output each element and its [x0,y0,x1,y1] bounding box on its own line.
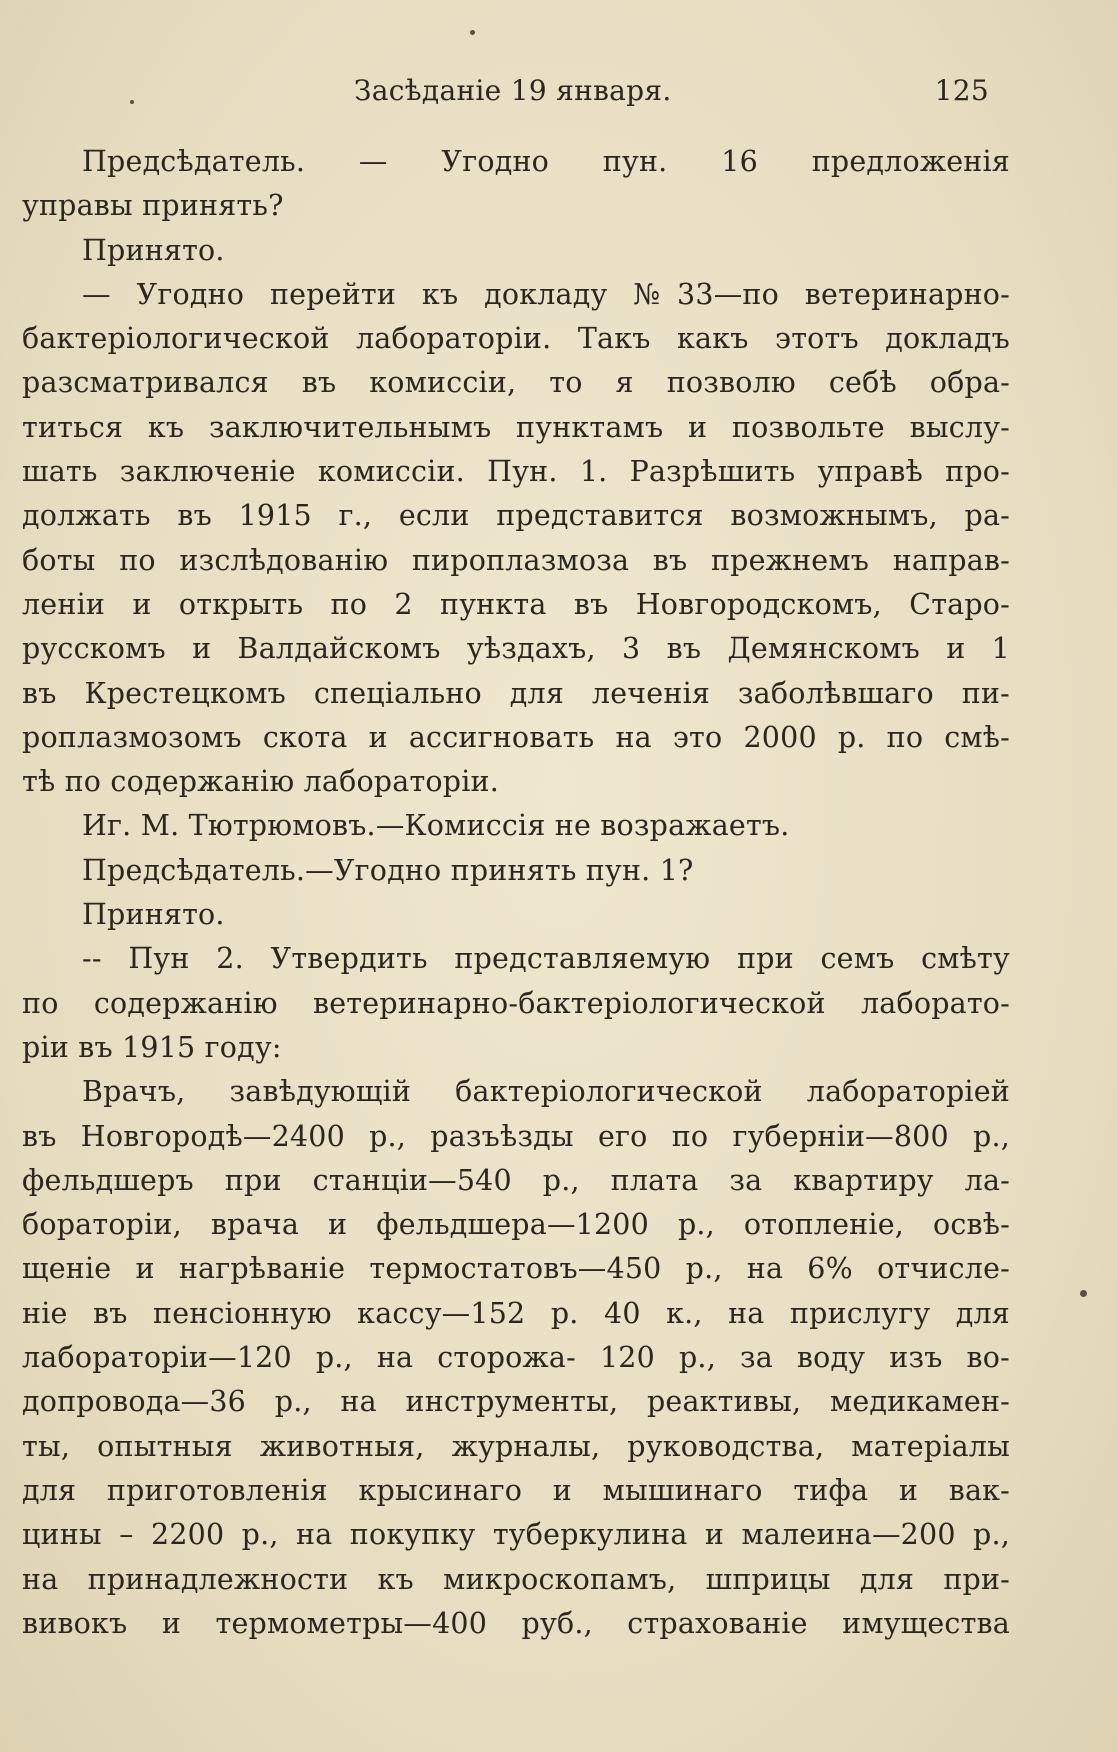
text-line: Врачъ, завѣдующій бактеріологической лабораторіей [82,1075,1010,1109]
text-line: щеніе и нагрѣваніе термостатовъ—450 р., на 6% отчисле- [22,1252,1010,1286]
text-line: разсматривался въ комиссіи, то я позволю себѣ обра- [22,366,1010,400]
ink-speck [1080,1290,1087,1297]
text-line: управы принять? [22,189,284,223]
text-line: вивокъ и термометры—400 руб., страхованіе имущества [22,1606,1010,1640]
text-line: титься къ заключительнымъ пунктамъ и позвольте выслу- [22,410,1010,444]
text-line: ты, опытныя животныя, журналы, руководства, матеріалы [22,1429,1010,1463]
text-line: цины – 2200 р., на покупку туберкулина и малеина—200 р., [22,1518,1010,1552]
text-line: Принято. [82,898,225,932]
text-line: Иг. М. Тютрюмовъ.—Комиссія не возражаетъ. [82,809,790,843]
text-line: въ Крестецкомъ спеціально для леченія заболѣвшаго пи- [22,676,1010,710]
text-line: фельдшеръ при станціи—540 р., плата за квартиру ла- [22,1163,1010,1197]
body-text [22,140,1010,1646]
text-line: лабораторіи—120 р., на сторожа- 120 р., за воду изъ во- [22,1341,1010,1375]
text-line: шать заключеніе комиссіи. Пун. 1. Разрѣшить управѣ про- [22,455,1010,489]
text-line: ніе въ пенсіонную кассу—152 р. 40 к., на прислугу для [22,1296,1010,1330]
text-line: бактеріологической лабораторіи. Такъ какъ этотъ докладъ [22,322,1010,356]
text-line: должать въ 1915 г., если представится возможнымъ, ра- [22,499,1010,533]
running-head [84,74,993,122]
text-line: роплазмозомъ скота и ассигновать на это 2000 р. по смѣ- [22,720,1010,754]
text-line: — Угодно перейти къ докладу №33—по ветеринарно- [82,277,1010,311]
text-line: въ Новгородѣ—2400 р., разъѣзды его по губерніи—800 р., [22,1119,1010,1153]
text-line: на принадлежности къ микроскопамъ, шприцы для при- [22,1562,1010,1596]
text-line: для приготовленія крысинаго и мышинаго тифа и вак- [22,1473,1010,1507]
text-line: Предсѣдатель. — Угодно пун. 16 предложенія [82,145,1010,178]
text-line: ріи въ 1915 году: [22,1030,282,1064]
text-line: боты по изслѣдованію пироплазмоза въ прежнемъ направ- [22,543,1010,577]
text-line: бораторіи, врача и фельдшера—1200 р., отопленіе, освѣ- [22,1208,1010,1242]
ink-speck [470,30,475,35]
text-line: допровода—36 р., на инструменты, реактивы, медикамен- [22,1385,1010,1419]
text-line: -- Пун 2. Утвердить представляемую при семъ смѣту [82,942,1010,976]
text-line: леніи и открыть по 2 пункта въ Новгородскомъ, Старо- [22,587,1010,621]
text-line: тѣ по содержанію лабораторіи. [22,765,499,799]
text-line: Принято. [82,233,225,267]
text-line: Предсѣдатель.—Угодно принять пун. 1? [82,853,694,887]
page-number: 125 [934,74,989,107]
text-line: по содержанію ветеринарно-бактеріологической лаборато- [22,986,1010,1020]
running-head-title: Засѣданіе 19 января. [354,74,672,107]
text-line: русскомъ и Валдайскомъ уѣздахъ, 3 въ Демянскомъ и 1 [22,632,1010,666]
